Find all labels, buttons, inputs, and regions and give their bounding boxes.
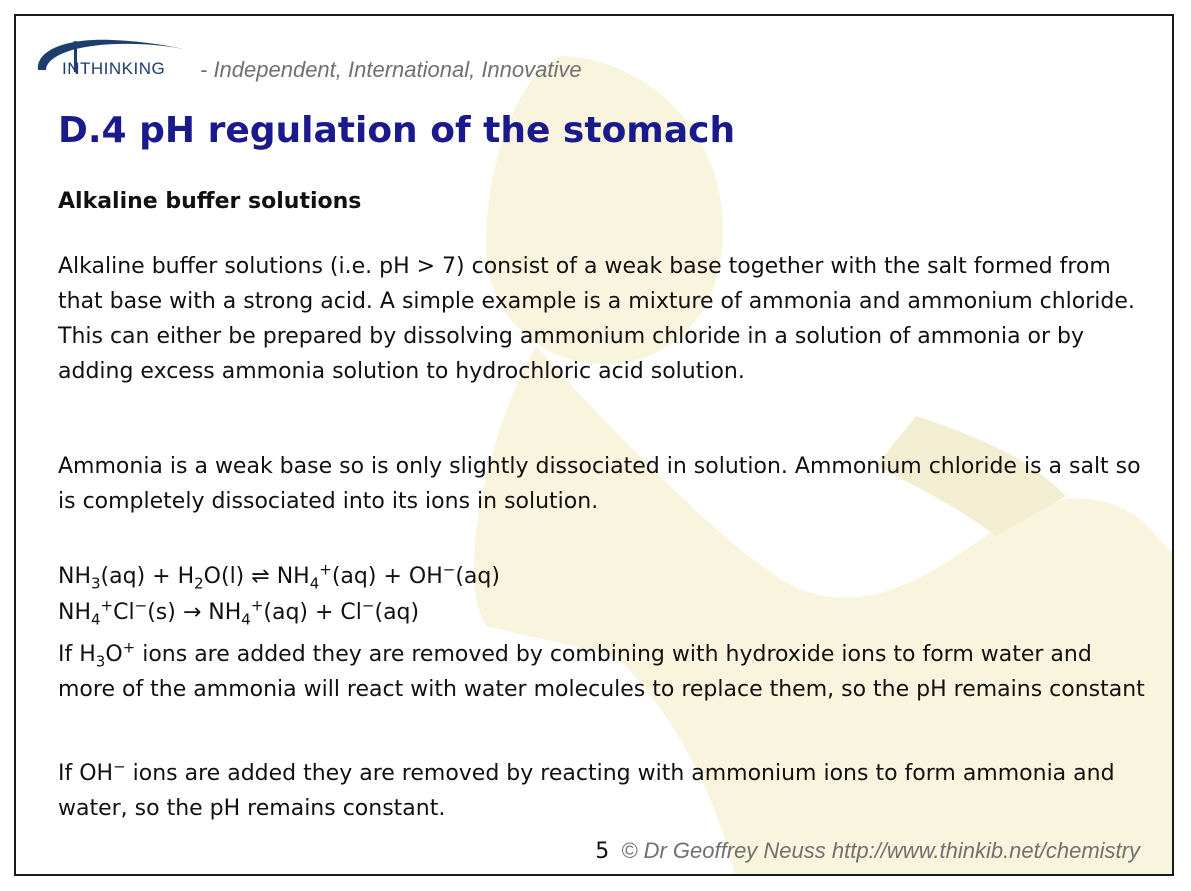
page-number: 5 xyxy=(595,839,610,864)
paragraph-base-addition: If OH− ions are added they are removed by reacting with ammonium ions to form ammonia and water, so the pH remains constant. xyxy=(58,757,1115,821)
slide-title: D.4 pH regulation of the stomach xyxy=(58,110,736,151)
copyright: © Dr Geoffrey Neuss http://www.thinkib.net/chemistry xyxy=(621,838,1140,863)
tagline: - Independent, International, Innovative xyxy=(200,57,582,82)
equilibrium-arrow-icon: ⇌ xyxy=(251,564,270,589)
logo-text: INTHINKING xyxy=(62,59,166,78)
reaction-arrow-icon: → xyxy=(182,600,202,625)
paragraph-acid-addition: If $H_3O^+$ ions are added they are removed by combining with hydroxide ions to form water and more of the ammonia will react with water molecules to replace them, so the pH remains constant xyxy=(58,638,1145,702)
footer xyxy=(595,838,1140,864)
equation-ammonia-equilibrium: $NH_3(aq) + H_2O(l)$ ⇌ $NH_4^+(aq) + OH^-(aq)$ xyxy=(58,560,500,593)
paragraph-dissociation: Ammonia is a weak base so is only slightly dissociated in solution. Ammonium chloride is a salt so is completely dissociated into its ions in solution. xyxy=(58,454,1141,514)
paragraph-buffer-definition: Alkaline buffer solutions (i.e. pH > 7) consist of a weak base together with the salt formed from that base with a strong acid. A simple example is a mixture of ammonia and ammonium chloride. This can either be prepared by dissolving ammonium chloride in a solution of ammonia or by adding excess ammonia solution to hydrochloric acid solution. xyxy=(58,254,1135,384)
equation-ammonium-chloride-dissociation: $NH_4^+Cl^-(s) \to NH_4^+(aq) + Cl^-(aq)$ xyxy=(58,596,420,629)
subheading: Alkaline buffer solutions xyxy=(58,189,362,214)
slide xyxy=(14,14,1174,876)
